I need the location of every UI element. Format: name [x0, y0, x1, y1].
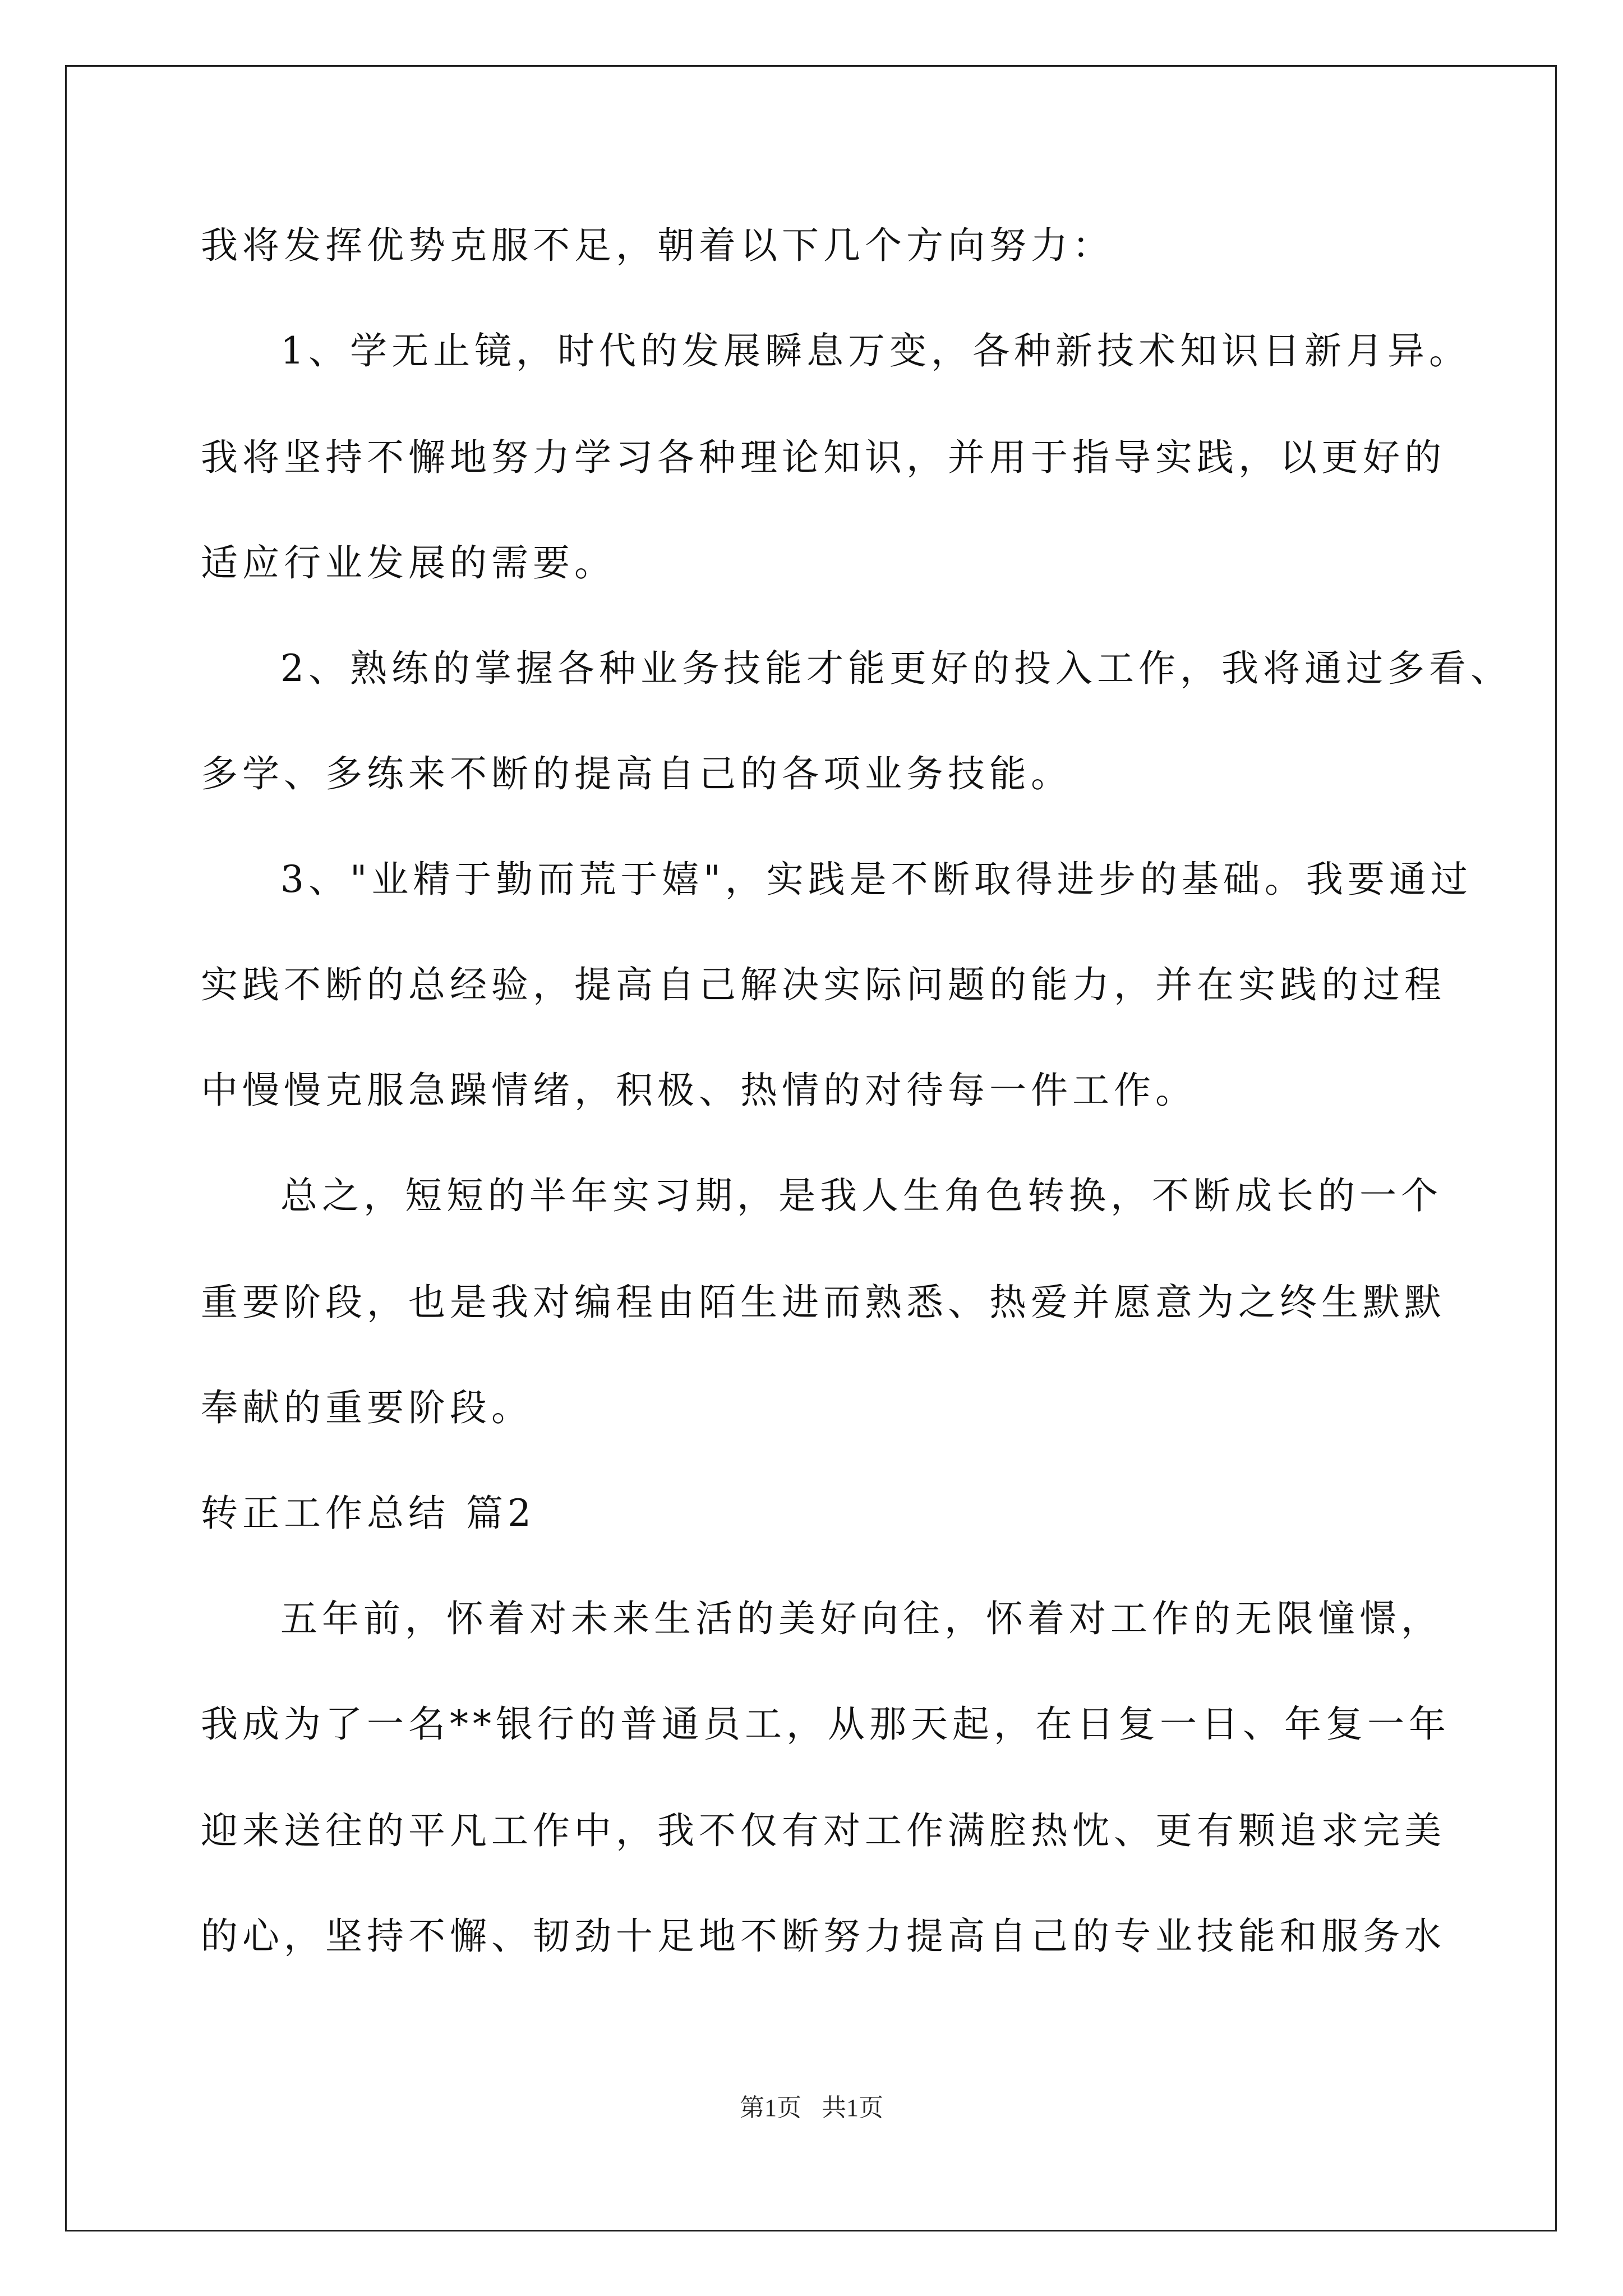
- text-line: 2、熟练的掌握各种业务技能才能更好的投入工作，我将通过多看、: [280, 647, 1512, 690]
- text-line: 实践不断的总经验，提高自己解决实际问题的能力，并在实践的过程: [201, 963, 1446, 1006]
- text-line: 我将坚持不懈地努力学习各种理论知识，并用于指导实践，以更好的: [201, 436, 1446, 479]
- text-line: 中慢慢克服急躁情绪，积极、热情的对待每一件工作。: [201, 1069, 1197, 1112]
- page-footer: [0, 2092, 1623, 2124]
- page-border: [65, 65, 1557, 2231]
- text-line: 五年前，怀着对未来生活的美好向往，怀着对工作的无限憧憬，: [280, 1597, 1442, 1640]
- text-line: 3、"业精于勤而荒于嬉"，实践是不断取得进步的基础。我要通过: [280, 858, 1472, 901]
- text-line: 的心，坚持不懈、韧劲十足地不断努力提高自己的专业技能和服务水: [201, 1915, 1446, 1958]
- text-line: 重要阶段，也是我对编程由陌生进而熟悉、热爱并愿意为之终生默默: [201, 1281, 1446, 1324]
- page-number: 第1页: [740, 2094, 801, 2122]
- section-heading: 转正工作总结 篇2: [201, 1492, 536, 1535]
- text-line: 1、学无止镜，时代的发展瞬息万变，各种新技术知识日新月异。: [280, 329, 1470, 372]
- text-line: 多学、多练来不断的提高自己的各项业务技能。: [201, 752, 1072, 795]
- text-line: 适应行业发展的需要。: [201, 541, 616, 585]
- text-line: 奉献的重要阶段。: [201, 1386, 533, 1429]
- text-line: 我将发挥优势克服不足，朝着以下几个方向努力：: [201, 224, 1114, 267]
- text-line: 迎来送往的平凡工作中，我不仅有对工作满腔热忱、更有颗追求完美: [201, 1809, 1446, 1852]
- page-total: 共1页: [822, 2094, 883, 2122]
- text-line: 我成为了一名**银行的普通员工，从那天起，在日复一日、年复一年: [201, 1703, 1450, 1746]
- text-line: 总之，短短的半年实习期，是我人生角色转换，不断成长的一个: [280, 1174, 1442, 1217]
